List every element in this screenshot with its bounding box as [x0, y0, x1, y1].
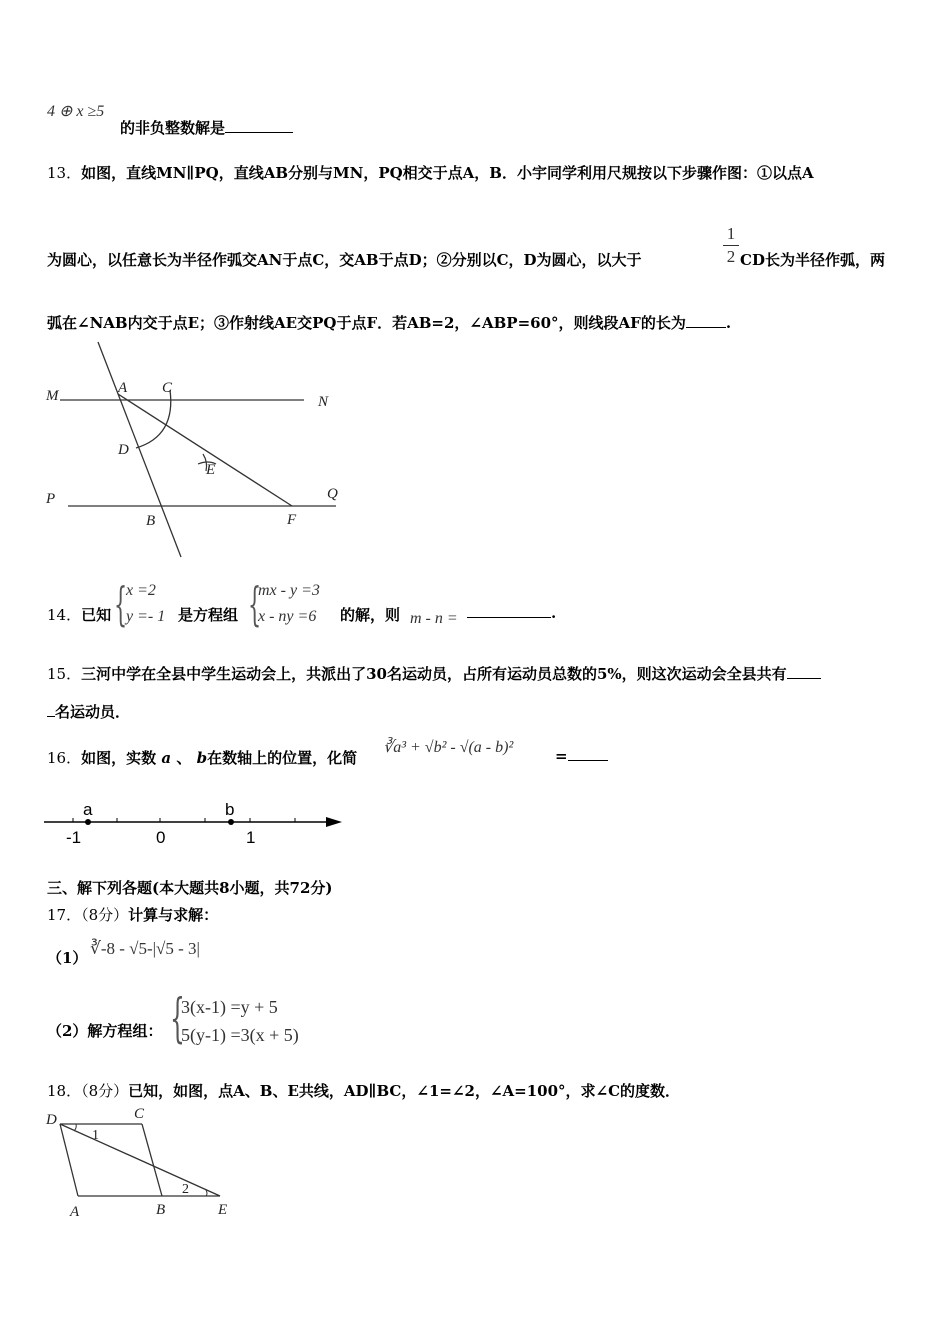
q14-middle: 是方程组 [178, 606, 239, 624]
q15-line2 [47, 701, 130, 722]
q17-part1-label: （1） [47, 949, 88, 967]
angle2-label: 2 [182, 1182, 189, 1197]
tick-label-0: 0 [156, 828, 166, 847]
label-a: a [83, 800, 93, 819]
arc-cd [136, 390, 171, 448]
q14-suffix: 的解，则 [340, 606, 401, 624]
q17-system [181, 993, 299, 1049]
label-f: F [287, 512, 297, 528]
q18-score: （8分） [81, 1082, 129, 1100]
label-c: C [162, 380, 173, 396]
label-q: Q [327, 486, 338, 502]
q12-suffix [120, 117, 293, 138]
label-b: b [225, 800, 235, 819]
point-a [85, 819, 91, 825]
tick-label-1: 1 [246, 828, 256, 847]
q13-line3-text: 弧在∠NAB内交于点E；③作射线AE交PQ于点F．若AB=2，∠ABP=60°，则线段AF的长为 [47, 314, 686, 332]
number-line [40, 796, 350, 850]
segment-cb [142, 1124, 162, 1196]
fraction-numerator: 1 [726, 224, 736, 243]
segment-da [60, 1124, 78, 1196]
q14-system1 [126, 578, 165, 630]
tick-label-neg1: -1 [66, 828, 82, 847]
label-b: B [146, 513, 156, 529]
q17-title: 计算与求解： [128, 906, 219, 924]
q15-number: 15． [47, 665, 82, 683]
q18-line [47, 1080, 680, 1101]
fraction-bar [723, 245, 739, 246]
q17-header [47, 904, 218, 925]
q13-line3 [47, 312, 731, 333]
answer-blank [467, 616, 551, 618]
label-b: B [156, 1202, 166, 1218]
q13-number: 13． [47, 164, 82, 182]
answer-blank-cont [47, 715, 55, 717]
q13-fraction [723, 224, 739, 267]
q18-text: 已知，如图，点A、B、E共线，AD∥BC，∠1=∠2，∠A=100°，求∠C的度数． [128, 1082, 681, 1100]
q15-line1 [47, 663, 821, 684]
q14-end: . [551, 604, 557, 622]
line-ab [98, 342, 181, 557]
system2-line1: mx - y =3 [258, 582, 320, 599]
label-d: D [46, 1112, 57, 1128]
q15-line1-text: 三河中学在全县中学生运动会上，共派出了30名运动员，占所有运动员总数的5%，则这次运动会全县共有 [81, 665, 787, 683]
section3-title: 三、解下列各题(本大题共8小题，共72分) [47, 879, 333, 897]
label-e: E [218, 1202, 228, 1218]
axis-arrow-icon [326, 817, 342, 827]
label-n: N [318, 394, 329, 410]
system1-line1: x =2 [126, 582, 156, 599]
q16-eq: = [555, 747, 568, 765]
label-c: C [134, 1106, 145, 1122]
q17-system-line1: 3(x-1) =y + 5 [181, 997, 278, 1017]
q18-figure [40, 1102, 250, 1222]
q17-system-brace: { [170, 989, 185, 1049]
q17-score: （8分） [81, 906, 129, 924]
q17-part2-label: （2）解方程组： [47, 1022, 163, 1040]
angle1-label: 1 [92, 1128, 99, 1143]
q14-answer [467, 604, 556, 622]
q17-part1-expr: ∛-8 - √5-|√5 - 3| [90, 939, 200, 958]
fraction-denominator: 2 [726, 247, 736, 266]
q16-number: 16． [47, 749, 82, 767]
label-m: M [46, 388, 59, 404]
segment-de [60, 1124, 220, 1196]
angle1-arc [74, 1124, 76, 1131]
q15-line2-text: 名运动员． [55, 703, 131, 721]
point-b [228, 819, 234, 825]
q16-var-a: a [161, 749, 172, 767]
label-d: D [118, 442, 129, 458]
q16-expr: ∛a³ + √b² - √(a - b)² [383, 739, 514, 756]
q17-number: 17． [47, 906, 82, 924]
q14-expr: m - n = [410, 610, 458, 627]
answer-blank [225, 131, 293, 133]
q13-line2-part2: CD长为半径作弧，两 [740, 251, 885, 269]
q13-line1-text: 如图，直线MN∥PQ，直线AB分别与MN，PQ相交于点A，B．小宇同学利用尺规按以下步骤作图：①以点A [81, 164, 814, 182]
q14-line [47, 604, 111, 625]
q13-line2-part1: 为圆心，以任意长为半径作弧交AN于点C，交AB于点D；②分别以C，D为圆心，以大于 [47, 251, 642, 269]
q13-line3-end: . [725, 314, 732, 332]
q13-line2-end [740, 249, 885, 270]
q16-var-b: b [196, 749, 208, 767]
system1-brace: { [114, 577, 128, 631]
q18-number: 18． [47, 1082, 82, 1100]
q16-answer [555, 747, 608, 765]
q12-suffix-text: 的非负整数解是 [120, 119, 226, 137]
label-a: A [70, 1204, 80, 1220]
ray-af [118, 394, 292, 506]
q13-line2 [47, 249, 642, 270]
q14-number: 14． [47, 606, 82, 624]
q12-inequality: 4 ⊕ x ≥5 [47, 103, 105, 120]
label-p: P [46, 491, 56, 507]
q14-prefix: 已知 [81, 606, 112, 624]
q17-system-line2: 5(y-1) =3(x + 5) [181, 1025, 299, 1045]
system2-line2: x - ny =6 [258, 608, 317, 625]
label-a: A [118, 380, 128, 396]
angle2-arc [206, 1190, 207, 1196]
q16-prefix: 如图，实数 [81, 749, 157, 767]
q16-line [47, 747, 357, 768]
q16-mid: 在数轴上的位置，化简 [207, 749, 358, 767]
q14-system2 [258, 578, 320, 630]
answer-blank [686, 326, 726, 328]
answer-blank [568, 759, 608, 761]
q16-sep: 、 [176, 749, 192, 767]
system1-line2: y =- 1 [126, 608, 166, 625]
q13-figure [40, 338, 350, 563]
system2-brace: { [248, 577, 262, 631]
label-e: E [206, 462, 216, 478]
answer-blank [787, 677, 821, 679]
q13-line1 [47, 162, 814, 183]
